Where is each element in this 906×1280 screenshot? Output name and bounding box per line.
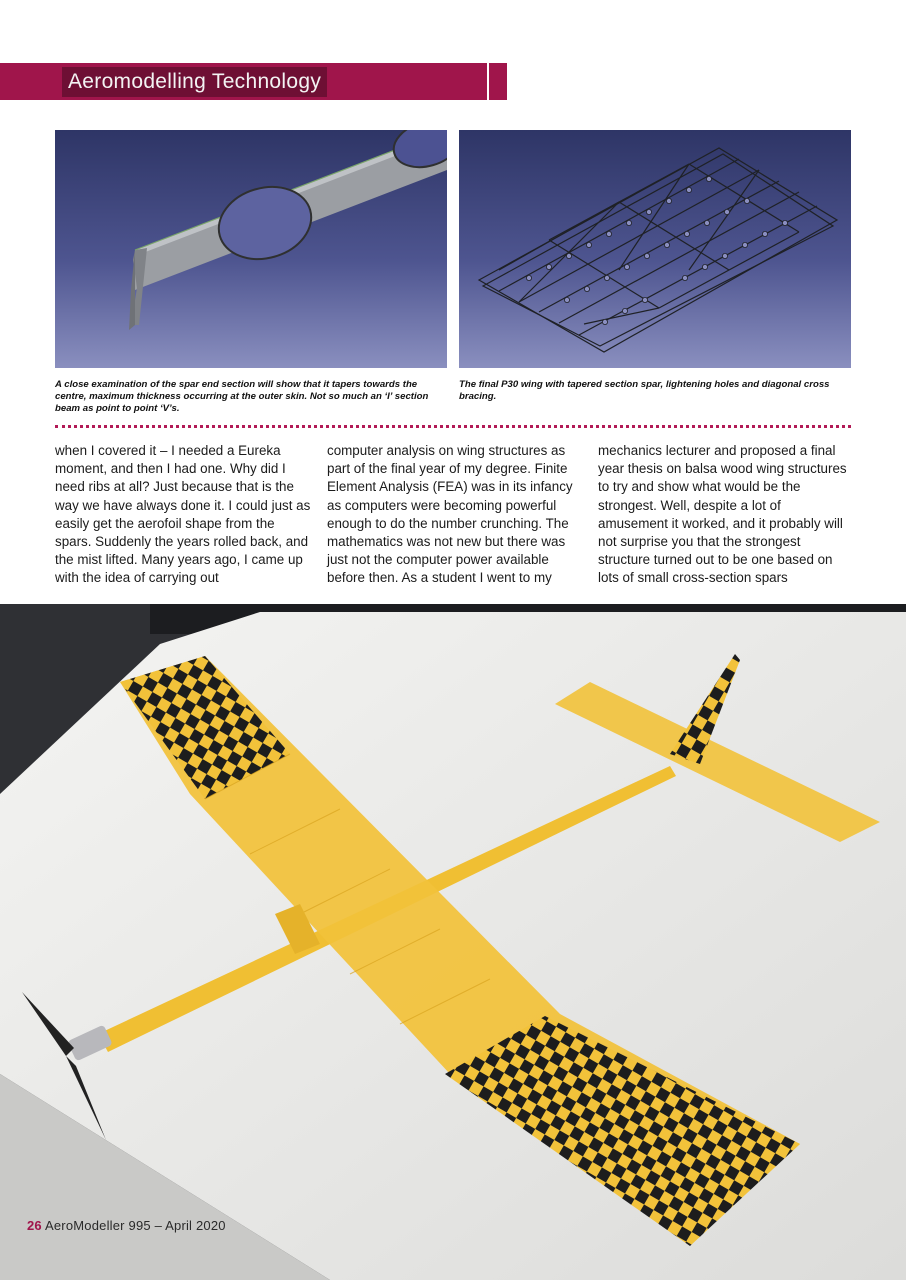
page-number: 26 xyxy=(27,1218,42,1233)
spar-section-figure xyxy=(55,130,447,368)
publication-info: AeroModeller 995 – April 2020 xyxy=(44,1218,226,1233)
page-footer xyxy=(27,1218,226,1233)
body-column-3: mechanics lecturer and proposed a final year thesis on balsa wood wing structures to try and show what would be the strongest. Well, despite a lot of amusement it worked, and it probably will not surprise you that the strongest structure turned out to be one based on lots of small cross-section spars xyxy=(598,443,847,586)
body-column-1: when I covered it – I needed a Eureka moment, and then I had one. Why did I need ribs at all? Just because that is the way we have always done it. I could just as easily get the aerofoil shape from the spars. Suddenly the years rolled back, and the mist lifted. Many years ago, I came up with the idea of carrying out xyxy=(55,443,311,586)
wing-structure-figure xyxy=(459,130,851,368)
section-header-block xyxy=(489,63,507,100)
section-title: Aeromodelling Technology xyxy=(62,67,327,97)
body-column-2: computer analysis on wing structures as part of the final year of my degree. Finite Element Analysis (FEA) was in its infancy as computers were becoming powerful enough to do the number crunching. The mathematics was not new but there was just not the computer power available before then. As a student I went to my xyxy=(327,443,573,586)
model-aircraft-photo xyxy=(0,604,906,1280)
right-figure-caption: The final P30 wing with tapered section spar, lightening holes and diagonal cross bracing. xyxy=(459,379,830,402)
left-figure-caption: A close examination of the spar end section will show that it tapers towards the centre, maximum thickness occurring at the outer skin. Not so much an ‘I’ section beam as point to point ‘V’s. xyxy=(55,379,429,414)
dotted-divider xyxy=(55,425,851,428)
